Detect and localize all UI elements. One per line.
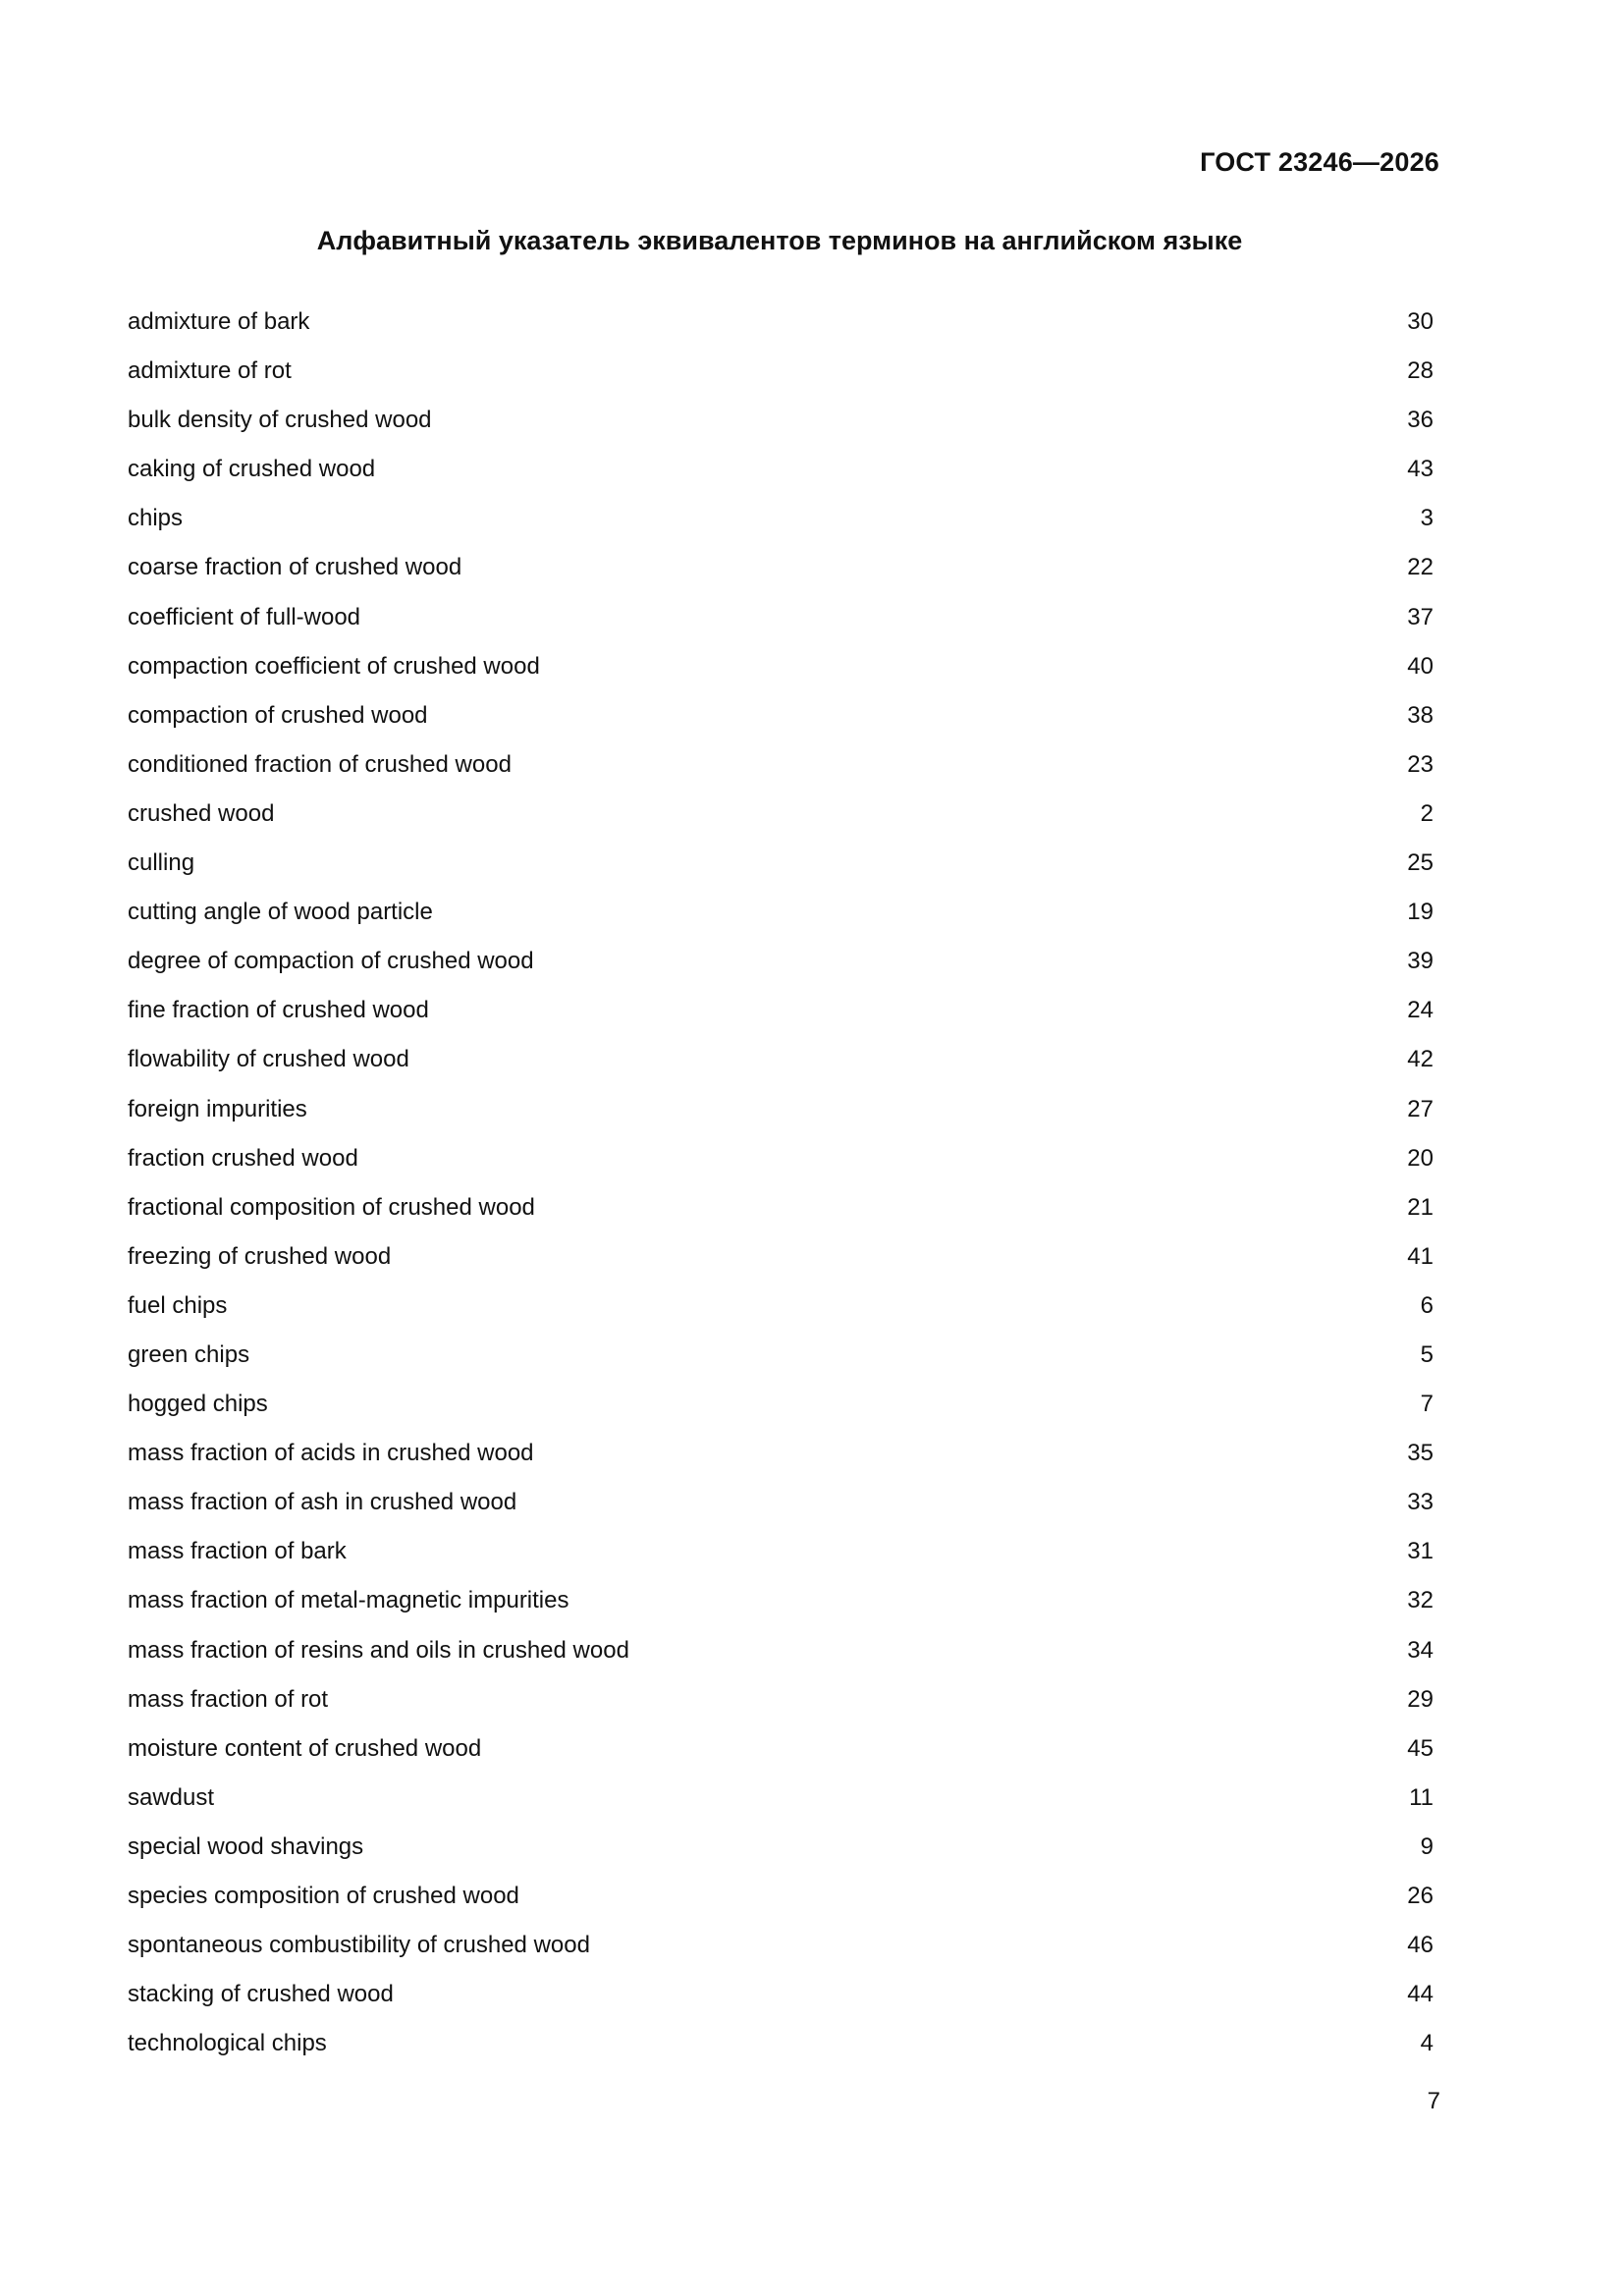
index-term-number: 29 (1407, 1685, 1434, 1713)
index-entry (128, 298, 1434, 347)
index-entry (128, 790, 1434, 839)
index-entry (128, 1724, 1434, 1774)
index-term-number: 21 (1407, 1193, 1434, 1221)
index-entry (128, 593, 1434, 642)
index-term-number: 32 (1407, 1587, 1434, 1614)
index-term: species composition of crushed wood (128, 1883, 519, 1909)
index-term-number: 25 (1407, 849, 1434, 877)
index-term: crushed wood (128, 799, 275, 827)
index-entry (128, 1183, 1434, 1232)
index-term: coarse fraction of crushed wood (128, 554, 462, 581)
index-term: sawdust (128, 1783, 215, 1811)
index-term-number: 37 (1407, 603, 1434, 630)
page-number: 7 (1427, 2088, 1440, 2114)
index-term: fractional composition of crushed wood (128, 1193, 535, 1221)
index-term: green chips (128, 1340, 250, 1368)
index-entry (128, 1232, 1434, 1282)
index-entry (128, 1921, 1434, 1970)
index-term-number: 35 (1407, 1440, 1434, 1467)
index-entry (128, 1429, 1434, 1478)
index-term-number: 4 (1420, 2030, 1434, 2057)
index-term: mass fraction of bark (128, 1538, 347, 1565)
index-term-number: 5 (1420, 1340, 1434, 1368)
index-term: moisture content of crushed wood (128, 1734, 482, 1762)
index-term: culling (128, 849, 195, 877)
index-entry (128, 1576, 1434, 1625)
index-term-number: 23 (1407, 750, 1434, 778)
index-entry (128, 1478, 1434, 1527)
index-entry (128, 642, 1434, 691)
index-term-number: 26 (1407, 1883, 1434, 1909)
index-term: caking of crushed wood (128, 456, 376, 483)
index-term-number: 30 (1407, 308, 1434, 335)
index-term-number: 38 (1407, 701, 1434, 729)
index-term: mass fraction of acids in crushed wood (128, 1440, 534, 1467)
index-term: fraction crushed wood (128, 1144, 358, 1172)
index-term: special wood shavings (128, 1832, 364, 1860)
index-term: mass fraction of metal-magnetic impurities (128, 1587, 569, 1614)
index-term: flowability of crushed wood (128, 1046, 409, 1073)
index-term: cutting angle of wood particle (128, 899, 433, 926)
index-entry (128, 1085, 1434, 1134)
index-term: technological chips (128, 2030, 327, 2057)
index-term: compaction of crushed wood (128, 701, 428, 729)
index-term-number: 2 (1420, 799, 1434, 827)
index-term: mass fraction of resins and oils in crushed wood (128, 1636, 629, 1664)
index-entry (128, 691, 1434, 740)
index-term-number: 22 (1407, 554, 1434, 581)
index-entry (128, 888, 1434, 937)
index-entry (128, 1774, 1434, 1823)
index-entry (128, 1970, 1434, 2019)
index-entry (128, 1626, 1434, 1675)
index-term-number: 28 (1407, 357, 1434, 385)
index-term-number: 46 (1407, 1932, 1434, 1959)
index-entry (128, 986, 1434, 1035)
index-entry (128, 1035, 1434, 1084)
term-index-list (128, 298, 1434, 2068)
index-term: mass fraction of ash in crushed wood (128, 1489, 517, 1516)
index-term-number: 43 (1407, 456, 1434, 483)
index-term-number: 39 (1407, 948, 1434, 975)
index-entry (128, 1134, 1434, 1183)
index-term: freezing of crushed wood (128, 1242, 392, 1270)
index-term-number: 9 (1420, 1832, 1434, 1860)
index-term: mass fraction of rot (128, 1685, 329, 1713)
index-term: spontaneous combustibility of crushed wood (128, 1932, 590, 1959)
index-entry (128, 1675, 1434, 1724)
index-entry (128, 494, 1434, 543)
index-term-number: 20 (1407, 1144, 1434, 1172)
index-term: coefficient of full-wood (128, 603, 361, 630)
index-entry (128, 1872, 1434, 1921)
index-term: fuel chips (128, 1291, 228, 1319)
index-term-number: 36 (1407, 407, 1434, 434)
index-entry (128, 1823, 1434, 1872)
index-entry (128, 347, 1434, 396)
index-term: stacking of crushed wood (128, 1981, 394, 2008)
index-term: chips (128, 505, 184, 532)
index-term-number: 11 (1409, 1783, 1434, 1811)
index-entry (128, 839, 1434, 888)
index-term: conditioned fraction of crushed wood (128, 750, 512, 778)
index-term-number: 31 (1407, 1538, 1434, 1565)
index-entry (128, 543, 1434, 592)
index-entry (128, 1527, 1434, 1576)
index-entry (128, 396, 1434, 445)
index-term: degree of compaction of crushed wood (128, 948, 534, 975)
index-term-number: 41 (1407, 1242, 1434, 1270)
index-term: fine fraction of crushed wood (128, 997, 429, 1024)
index-term-number: 24 (1407, 997, 1434, 1024)
index-term: admixture of rot (128, 357, 292, 385)
document-code: ГОСТ 23246—2026 (1200, 147, 1439, 177)
index-entry (128, 1282, 1434, 1331)
index-term: hogged chips (128, 1391, 268, 1418)
index-entry (128, 1380, 1434, 1429)
index-entry (128, 740, 1434, 790)
index-term: bulk density of crushed wood (128, 407, 432, 434)
index-term-number: 34 (1407, 1636, 1434, 1664)
index-term-number: 33 (1407, 1489, 1434, 1516)
index-entry (128, 445, 1434, 494)
index-term-number: 45 (1407, 1734, 1434, 1762)
index-term-number: 42 (1407, 1046, 1434, 1073)
index-term: compaction coefficient of crushed wood (128, 652, 540, 680)
index-title: Алфавитный указатель эквивалентов терминов на английском языке (316, 226, 1243, 255)
index-term-number: 6 (1420, 1291, 1434, 1319)
index-entry (128, 1331, 1434, 1380)
index-term-number: 44 (1407, 1981, 1434, 2008)
index-term-number: 3 (1420, 505, 1434, 532)
index-entry (128, 937, 1434, 986)
index-term: foreign impurities (128, 1095, 307, 1122)
index-entry (128, 2019, 1434, 2068)
index-term-number: 40 (1407, 652, 1434, 680)
index-term-number: 19 (1407, 899, 1434, 926)
index-term: admixture of bark (128, 308, 310, 335)
index-term-number: 27 (1407, 1095, 1434, 1122)
index-term-number: 7 (1420, 1391, 1434, 1418)
